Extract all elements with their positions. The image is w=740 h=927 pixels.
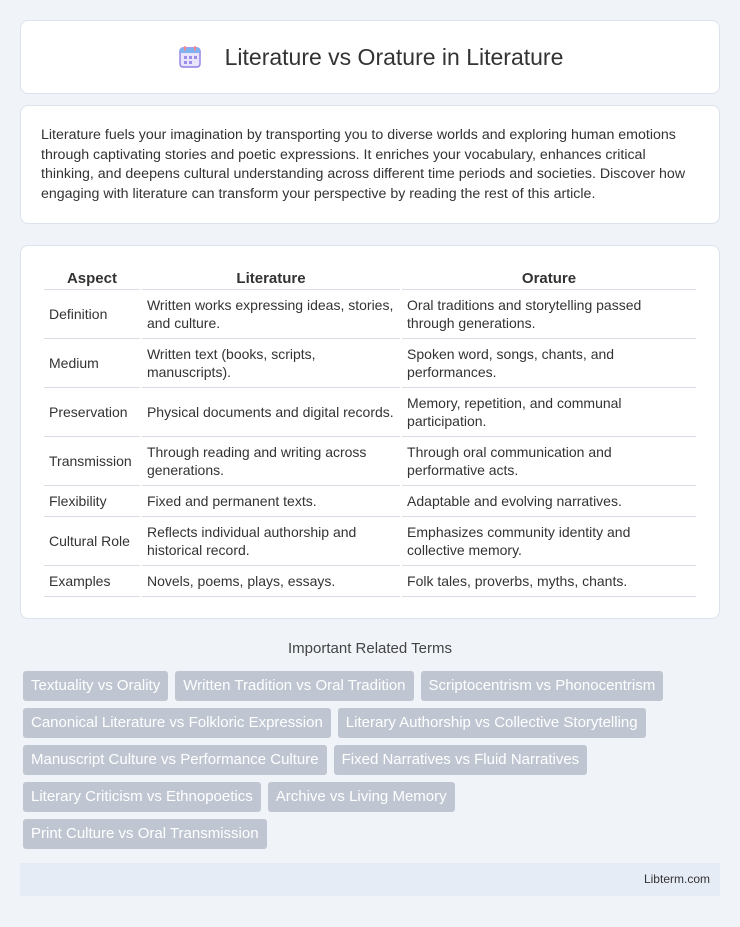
related-term-tag[interactable]: Manuscript Culture vs Performance Culture: [23, 745, 327, 775]
cell-orature: Adaptable and evolving narratives.: [402, 486, 696, 517]
cell-orature: Emphasizes community identity and collective memory.: [402, 517, 696, 566]
table-row: [44, 517, 696, 566]
cell-orature: Folk tales, proverbs, myths, chants.: [402, 566, 696, 597]
footer: [20, 863, 720, 896]
cell-literature: Fixed and permanent texts.: [142, 486, 400, 517]
table-row: [44, 388, 696, 437]
related-terms-list: [23, 671, 723, 856]
cell-aspect: Preservation: [44, 388, 140, 437]
tag-row: [23, 819, 723, 856]
cell-aspect: Transmission: [44, 437, 140, 486]
related-term-tag[interactable]: Literary Authorship vs Collective Storytelling: [338, 708, 646, 738]
table-row: [44, 290, 696, 339]
cell-literature: Through reading and writing across generations.: [142, 437, 400, 486]
related-term-tag[interactable]: Canonical Literature vs Folkloric Expression: [23, 708, 331, 738]
comparison-table-card: [20, 245, 720, 619]
cell-literature: Reflects individual authorship and historical record.: [142, 517, 400, 566]
table-row: [44, 339, 696, 388]
cell-literature: Novels, poems, plays, essays.: [142, 566, 400, 597]
cell-aspect: Flexibility: [44, 486, 140, 517]
tag-row: [23, 708, 723, 745]
table-row: [44, 437, 696, 486]
table-row: [44, 486, 696, 517]
related-term-tag[interactable]: Literary Criticism vs Ethnopoetics: [23, 782, 261, 812]
tag-row: [23, 671, 723, 708]
header-orature: Orature: [402, 266, 696, 290]
related-terms-title: Important Related Terms: [288, 640, 452, 657]
table-header-row: [44, 266, 696, 290]
intro-card: [20, 105, 720, 224]
related-term-tag[interactable]: Archive vs Living Memory: [268, 782, 455, 812]
header-card: [20, 20, 720, 94]
calendar-icon: [177, 44, 203, 70]
related-term-tag[interactable]: Textuality vs Orality: [23, 671, 168, 701]
cell-orature: Through oral communication and performative acts.: [402, 437, 696, 486]
related-term-tag[interactable]: Written Tradition vs Oral Tradition: [175, 671, 413, 701]
page-title: Literature vs Orature in Literature: [224, 43, 564, 70]
header-literature: Literature: [142, 266, 400, 290]
cell-literature: Written text (books, scripts, manuscripts).: [142, 339, 400, 388]
cell-orature: Spoken word, songs, chants, and performances.: [402, 339, 696, 388]
related-term-tag[interactable]: Fixed Narratives vs Fluid Narratives: [334, 745, 588, 775]
table-row: [44, 566, 696, 597]
tag-row: [23, 782, 723, 819]
related-term-tag[interactable]: Print Culture vs Oral Transmission: [23, 819, 267, 849]
cell-orature: Memory, repetition, and communal participation.: [402, 388, 696, 437]
intro-text: Literature fuels your imagination by transporting you to diverse worlds and exploring human emotions through captivating stories and poetic expressions. It enriches your vocabulary, enhances critical thinking, and deepens cultural understanding across different time periods and societies. Discover how engaging with literature can transform your perspective by reading the rest of this article.: [41, 127, 686, 202]
related-term-tag[interactable]: Scriptocentrism vs Phonocentrism: [421, 671, 664, 701]
cell-literature: Written works expressing ideas, stories, and culture.: [142, 290, 400, 339]
cell-aspect: Cultural Role: [44, 517, 140, 566]
cell-literature: Physical documents and digital records.: [142, 388, 400, 437]
comparison-table: [42, 266, 698, 597]
footer-site-link[interactable]: Libterm.com: [643, 872, 710, 886]
header-aspect: Aspect: [44, 266, 140, 290]
cell-orature: Oral traditions and storytelling passed through generations.: [402, 290, 696, 339]
tag-row: [23, 745, 723, 782]
cell-aspect: Medium: [44, 339, 140, 388]
cell-aspect: Examples: [44, 566, 140, 597]
cell-aspect: Definition: [44, 290, 140, 339]
